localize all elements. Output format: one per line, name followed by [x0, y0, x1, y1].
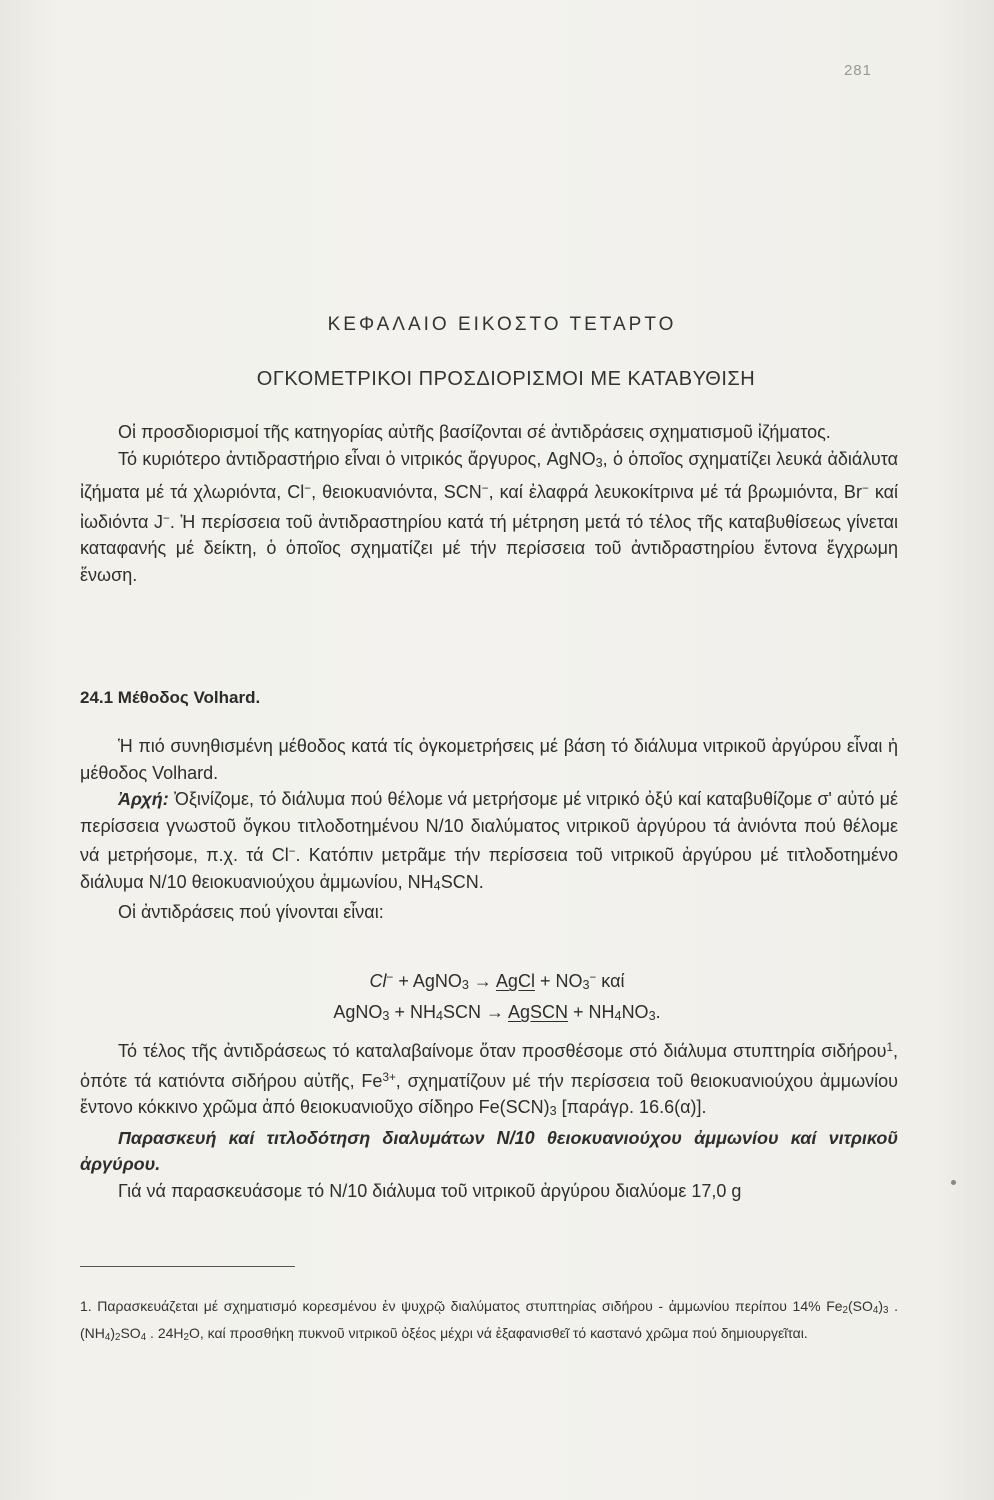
arrow: →: [468, 971, 496, 991]
intro-paragraph-2: [80, 446, 898, 589]
subscript: 4: [435, 1009, 443, 1023]
superscript: −: [589, 971, 597, 984]
text-run: [παράγρ. 16.6(α)].: [556, 1097, 707, 1117]
text-run: Τό κυριότερο ἀντιδραστήριο εἶναι ὁ νιτρικός ἄργυρος, AgNO: [118, 448, 596, 469]
footnote: [80, 1295, 898, 1349]
subscript: 3: [883, 1305, 889, 1316]
text-run: ): [878, 1298, 884, 1314]
volhard-section: [80, 733, 898, 926]
preparation-heading: Παρασκευή καί τιτλοδότηση διαλυμάτων N/10 θειοκυανιούχου ἀμμωνίου καί νιτρικοῦ ἀργύρου.: [80, 1127, 898, 1174]
operator: +: [393, 971, 413, 991]
chem-scn: SCN: [442, 1002, 481, 1022]
principle-paragraph: [80, 786, 898, 899]
equations-block: [0, 964, 994, 1030]
scan-speck: [951, 1180, 956, 1185]
intro-paragraph-1: Οἱ προσδιορισμοί τῆς κατηγορίας αὐτῆς βασίζονται σέ ἀντιδράσεις σχηματισμοῦ ἰζήματος.: [118, 422, 831, 442]
subscript: 3: [595, 455, 603, 470]
endpoint-section: [80, 1035, 898, 1204]
text-run: Τό τέλος τῆς ἀντιδράσεως τό καταλαβαίνομε ὅταν προσθέσομε στό διάλυμα στυπτηρία σιδήρου: [118, 1041, 887, 1061]
text-run: SCN.: [440, 871, 484, 892]
text-run: , ὁ ὁποῖος σχηματίζει λευκά ἀδιάλυτα ἰζήματα μέ τά χλωριόντα, Cl: [80, 448, 898, 502]
operator: +: [534, 971, 556, 991]
text-run: καί ἰωδιόντα J: [80, 482, 898, 532]
text-run: , καί ἐλαφρά λευκοκίτρινα μέ τά βρωμιόντα, Br: [488, 482, 862, 502]
text-run: . (NH: [80, 1298, 898, 1341]
chapter-title: ΚΕΦΑΛΑΙΟ ΕΙΚΟΣΤΟ ΤΕΤΑΡΤΟ: [327, 314, 677, 335]
text-run: (SO: [848, 1298, 873, 1314]
subscript: 4: [433, 878, 441, 893]
subscript: 3: [549, 1104, 557, 1118]
operator: +: [389, 1002, 410, 1022]
chem-agno3: AgNO: [333, 1002, 383, 1022]
subscript: 2: [183, 1332, 189, 1343]
text-run: .: [655, 1002, 661, 1022]
chem-nh4: NH: [588, 1002, 615, 1022]
main-title: ΟΓΚΟΜΕΤΡΙΚΟΙ ΠΡΟΣΔΙΟΡΙΣΜΟΙ ΜΕ ΚΑΤΑΒΥΘΙΣΗ: [256, 368, 756, 390]
text-run: , ὁπότε τά κατιόντα σιδήρου αὐτῆς, Fe: [80, 1041, 898, 1091]
superscript: −: [288, 845, 296, 858]
text-run: , σχηματίζουν μέ τήν περίσσεια τοῦ θειοκυανιούχου ἀμμωνίου ἔντονο κόκκινο χρῶμα ἀπό θειοκυανιοῦχο σίδηρο Fe(SCN): [80, 1070, 898, 1117]
footnote-divider: [80, 1266, 295, 1267]
intro-section: [80, 419, 898, 588]
superscript: −: [163, 511, 170, 525]
reactions-intro: Οἱ ἀντιδράσεις πού γίνονται εἶναι:: [118, 902, 384, 922]
chem-no3: NO: [621, 1002, 649, 1022]
text-run: . Κατόπιν μετρᾶμε τήν περίσσεια τοῦ νιτρικοῦ ἀργύρου μέ τιτλοδοτημένο διάλυμα N/10 θειοκυανιούχου ἀμμωνίου, NH: [80, 845, 898, 892]
text-run: SO: [120, 1325, 141, 1341]
subscript: 3: [648, 1009, 656, 1023]
subscript: 3: [382, 1009, 390, 1023]
endpoint-paragraph: [80, 1035, 898, 1125]
superscript: −: [861, 482, 869, 495]
chem-no3: NO: [555, 971, 583, 991]
subscript: 4: [614, 1009, 622, 1023]
principle-label: Ἀρχή:: [118, 789, 169, 809]
operator: +: [568, 1002, 589, 1022]
equation-1: [0, 964, 994, 999]
preparation-paragraph: Γιά νά παρασκευάσομε τό N/10 διάλυμα τοῦ νιτρικοῦ ἀργύρου διαλύομε 17,0 g: [118, 1180, 742, 1201]
text-run: O, καί προσθήκη πυκνοῦ νιτρικοῦ ὀξέος μέχρι νά ἐξαφανισθεῖ τό καστανό χρῶμα πού δημιουργεῖται.: [188, 1325, 808, 1341]
superscript: 3+: [382, 1070, 396, 1084]
subscript: 2: [115, 1332, 121, 1343]
chem-agno3: AgNO: [412, 971, 462, 991]
text-run: . 24H: [146, 1325, 184, 1341]
volhard-paragraph: Ἡ πιό συνηθισμένη μέθοδος κατά τίς ὀγκομετρήσεις μέ βάση τό διάλυμα νιτρικοῦ ἀργύρου εἶναι ἡ μέθοδος Volhard.: [80, 736, 898, 783]
text-run: ): [110, 1325, 116, 1341]
text-run: καί: [596, 971, 625, 991]
footnote-ref: 1: [886, 1041, 893, 1054]
superscript: −: [386, 971, 394, 984]
text-run: . Ἡ περίσσεια τοῦ ἀντιδραστηρίου κατά τή μέτρηση μετά τό τέλος τῆς καταβυθίσεως γίνεται καταφανής μέ δείκτη, ὁ ὁποῖος σχηματίζει μέ τήν περίσσεια τοῦ ἀντιδραστηρίου ἔντονα ἔγχρωμη ἕνωση.: [80, 511, 898, 585]
subscript: 4: [872, 1305, 879, 1316]
chem-nh4: NH: [409, 1002, 436, 1022]
subscript: 2: [842, 1305, 848, 1316]
chem-cl: Cl: [369, 971, 387, 991]
subscript: 3: [461, 978, 469, 992]
arrow: →: [480, 1002, 508, 1022]
text-run: Ὀξινίζομε, τό διάλυμα πού θέλομε νά μετρήσομε μέ νιτρικό ὀξύ καί καταβυθίζομε σ' αὐτό μέ περίσσεια γνωστοῦ ὄγκου τιτλοδοτημένου N/10 διαλύματος νιτρικοῦ ἀργύρου τά ἀνιόντα πού θέλομε νά μετρήσομε, π.χ. τά Cl: [80, 789, 898, 865]
text-run: , θειοκυανιόντα, SCN: [311, 482, 482, 502]
subscript: 4: [140, 1332, 147, 1343]
superscript: −: [304, 482, 312, 495]
section-heading: 24.1 Μέθοδος Volhard.: [80, 688, 261, 707]
equation-2: [0, 999, 994, 1030]
chem-agcl-precipitate: AgCl: [495, 971, 535, 991]
subscript: 3: [582, 978, 590, 992]
text-run: 1. Παρασκευάζεται μέ σχηματισμό κορεσμένου ἐν ψυχρῷ διαλύματος στυπτηρίας σιδήρου - ἀμμωνίου περίπου 14% Fe: [80, 1298, 843, 1314]
page-number: 281: [843, 62, 872, 79]
subscript: 4: [104, 1332, 111, 1343]
superscript: −: [481, 482, 489, 495]
chem-agscn-precipitate: AgSCN: [508, 1002, 569, 1022]
